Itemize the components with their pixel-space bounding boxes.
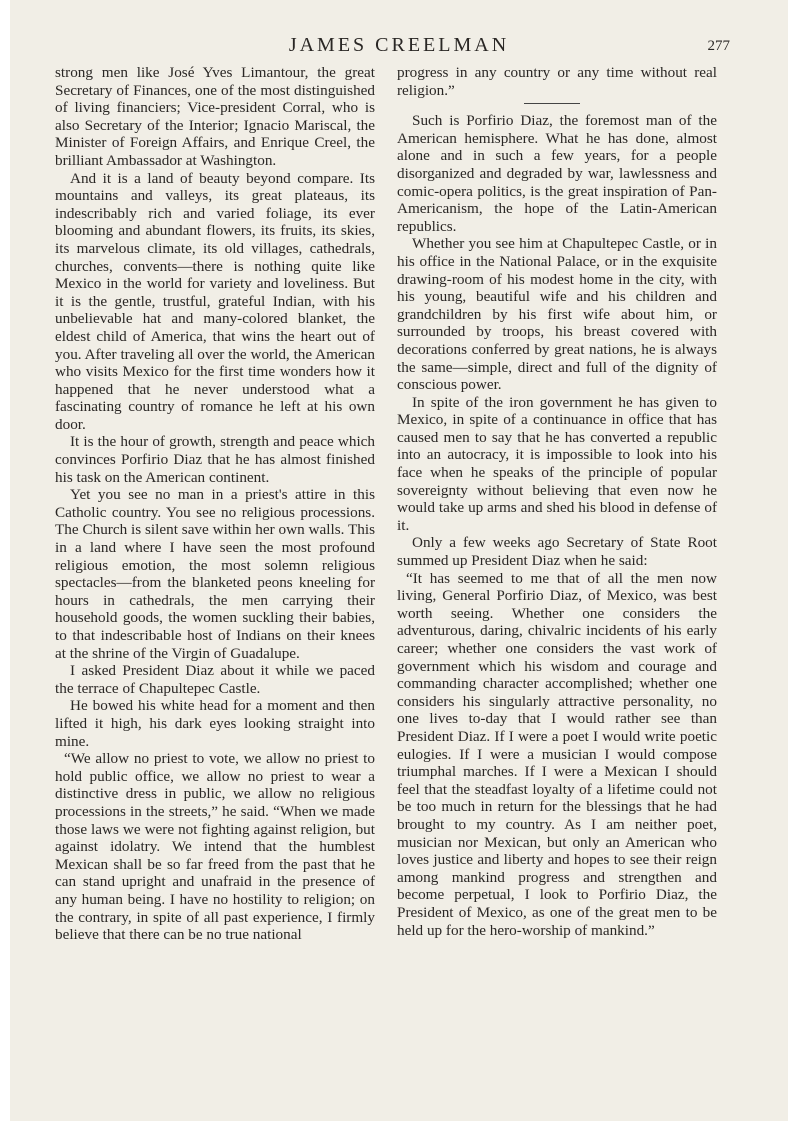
paragraph: progress in any country or any time without real religion.” — [397, 64, 717, 99]
paragraph: Such is Porfirio Diaz, the foremost man of the American hemisphere. What he has done, almost alone and in such a few years, for a people disorganized and degraded by war, lawlessness and comic-opera politics, is the great inspiration of Pan-Americanism, the hope of the Latin-American republics. — [397, 112, 717, 235]
paragraph: “It has seemed to me that of all the men now living, General Porfirio Diaz, of Mexico, was best worth seeing. Whether one considers the adventurous, daring, chivalric incidents of his early career; whether one considers the vast work of government which his wisdom and courage and commanding character accomplished; whether one considers his singularly attractive personality, no one lives to-day that I would rather see than President Diaz. If I were a poet I would write poetic eulogies. If I were a musician I would compose triumphal marches. If I were a Mexican I should feel that the steadfast loyalty of a lifetime could not be too much in return for the blessings that he had brought to my country. As I am neither poet, musician nor Mexican, but only an American who loves justice and liberty and hopes to see their reign among mankind progress and strengthen and become perpetual, I look to Porfirio Diaz, the President of Mexico, as one of the great men to be held up for the hero-worship of mankind.” — [397, 569, 717, 939]
paragraph: Only a few weeks ago Secretary of State Root summed up President Diaz when he said: — [397, 534, 717, 570]
paragraph: Whether you see him at Chapultepec Castle, or in his office in the National Palace, or in the exquisite drawing-room of his modest home in the city, with his young, beautiful wife and his children and grandchildren by his first wife about him, or surrounded by troops, his breast covered with decorations conferred by great nations, he is always the same—simple, direct and full of the dignity of conscious power. — [397, 235, 717, 394]
paragraph: And it is a land of beauty beyond compare. Its mountains and valleys, its great plateaus, its indescribably rich and varied foliage, its ever blooming and abundant flowers, its fruits, its skies, its marvelous climate, its old villages, cathedrals, churches, convents—there is nothing quite like Mexico in the world for variety and loveliness. But it is the gentle, trustful, grateful Indian, with his unbelievable hat and many-colored blanket, the eldest child of America, that wins the heart out of you. After traveling all over the world, the American who visits Mexico for the first time wonders how it happened that he never understood what a fascinating country of romance he left at his own door. — [55, 169, 375, 433]
section-divider — [524, 103, 580, 104]
page-number: 277 — [707, 38, 730, 54]
running-head: JAMES CREELMAN — [288, 34, 510, 56]
paragraph: “We allow no priest to vote, we allow no priest to hold public office, we allow no priest to wear a distinctive dress in public, we allow no religious processions in the streets,” he said. “When we made those laws we were not fighting against religion, but against idolatry. We intend that the humblest Mexican shall be so far freed from the past that he can stand upright and unafraid in the presence of any human being. I have no hostility to religion; on the contrary, in spite of all past experience, I firmly believe that there can be no true national — [55, 750, 375, 944]
right-column — [397, 64, 717, 939]
paragraph: In spite of the iron government he has given to Mexico, in spite of a continuance in office that has caused men to say that he has converted a republic into an autocracy, it is impossible to look into his face when he speaks of the principle of popular sovereignty without believing that even now he would take up arms and shed his blood in defense of it. — [397, 393, 717, 534]
paragraph: strong men like José Yves Limantour, the great Secretary of Finances, one of the most distinguished of living financiers; Vice-president Corral, who is also Secretary of the Interior; Ignacio Mariscal, the Minister of Foreign Affairs, and Enrique Creel, the brilliant Ambassador at Washington. — [55, 64, 375, 169]
paragraph: I asked President Diaz about it while we paced the terrace of Chapultepec Castle. — [55, 662, 375, 697]
paragraph: He bowed his white head for a moment and then lifted it high, his dark eyes looking straight into mine. — [55, 697, 375, 750]
left-column — [55, 64, 375, 944]
paragraph: It is the hour of growth, strength and peace which convinces Porfirio Diaz that he has almost finished his task on the American continent. — [55, 433, 375, 486]
paragraph: Yet you see no man in a priest's attire in this Catholic country. You see no religious processions. The Church is silent save within her own walls. This in a land where I have seen the most profound religious emotion, the most solemn religious spectacles—from the blanketed peons kneeling for hours in cathedrals, the men carrying their household goods, the women suckling their babies, to that indescribable host of Indians on their knees at the shrine of the Virgin of Guadalupe. — [55, 486, 375, 662]
book-page — [10, 0, 788, 1121]
page-header — [10, 34, 788, 58]
